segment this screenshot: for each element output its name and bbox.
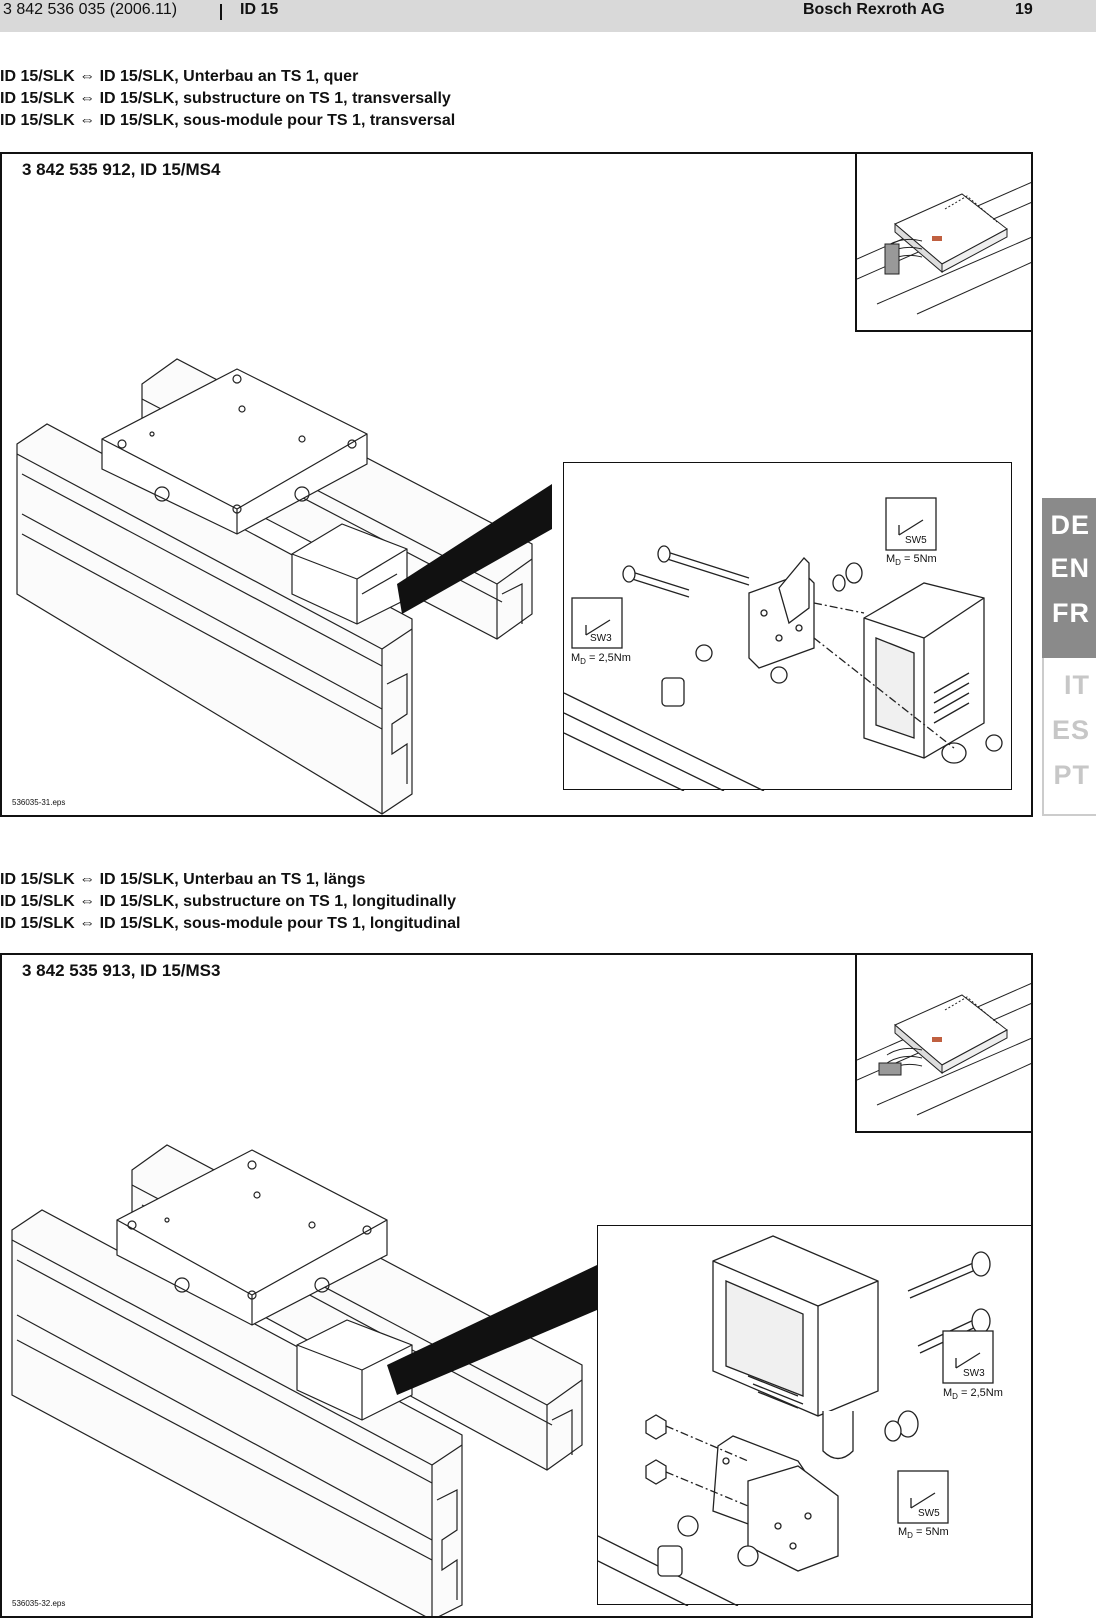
lang-de[interactable]: DE bbox=[1050, 510, 1090, 540]
sw5-label: SW5 bbox=[918, 1508, 940, 1519]
language-group-active bbox=[1042, 498, 1096, 658]
section2-title-en: ID 15/SLK ⇔ ID 15/SLK, substructure on TS 1, longitudinally bbox=[0, 893, 457, 910]
torque-label-sw5: $M_D = 5Nm$ bbox=[886, 553, 937, 568]
detail-callout bbox=[597, 1225, 1033, 1605]
figure-longitudinal bbox=[0, 953, 1033, 1618]
brand-name: Bosch Rexroth AG bbox=[803, 1, 945, 18]
section2-title-fr: ID 15/SLK ⇔ ID 15/SLK, sous-module pour TS 1, longitudinal bbox=[0, 915, 461, 932]
section2-title-de: ID 15/SLK ⇔ ID 15/SLK, Unterbau an TS 1, längs bbox=[0, 871, 366, 888]
detail-callout bbox=[563, 462, 1012, 790]
page-number: 19 bbox=[1015, 1, 1033, 18]
overview-inset bbox=[855, 152, 1033, 332]
header-separator bbox=[220, 4, 222, 20]
figure-label: 3 842 535 913, ID 15/MS3 bbox=[22, 961, 221, 980]
eps-filename: 536035-32.eps bbox=[12, 1599, 66, 1608]
sw3-label: SW3 bbox=[963, 1368, 985, 1379]
lang-en[interactable]: EN bbox=[1050, 553, 1090, 583]
section1-title-de: ID 15/SLK ⇔ ID 15/SLK, Unterbau an TS 1, quer bbox=[0, 68, 359, 85]
document-number: 3 842 536 035 (2006.11) bbox=[3, 1, 178, 18]
lang-fr[interactable]: FR bbox=[1052, 598, 1090, 628]
lang-pt[interactable]: PT bbox=[1053, 760, 1090, 790]
sw3-label: SW3 bbox=[590, 633, 612, 644]
figure-label: 3 842 535 912, ID 15/MS4 bbox=[22, 160, 221, 179]
torque-label-sw5: $M_D = 5Nm$ bbox=[898, 1526, 949, 1541]
torque-label-sw3: $M_D = 2,5Nm$ bbox=[571, 652, 631, 667]
eps-filename: 536035-31.eps bbox=[12, 798, 66, 807]
overview-inset bbox=[855, 953, 1033, 1133]
lang-it[interactable]: IT bbox=[1064, 670, 1090, 700]
language-group-inactive bbox=[1042, 658, 1096, 816]
section1-title-fr: ID 15/SLK ⇔ ID 15/SLK, sous-module pour TS 1, transversal bbox=[0, 112, 456, 129]
product-id: ID 15 bbox=[240, 1, 279, 18]
page-header bbox=[0, 0, 1096, 32]
section1-title-en: ID 15/SLK ⇔ ID 15/SLK, substructure on TS 1, transversally bbox=[0, 90, 451, 107]
torque-label-sw3: $M_D = 2,5Nm$ bbox=[943, 1387, 1003, 1402]
figure-transversal bbox=[0, 152, 1033, 817]
sw5-label: SW5 bbox=[905, 535, 927, 546]
lang-es[interactable]: ES bbox=[1051, 715, 1090, 745]
